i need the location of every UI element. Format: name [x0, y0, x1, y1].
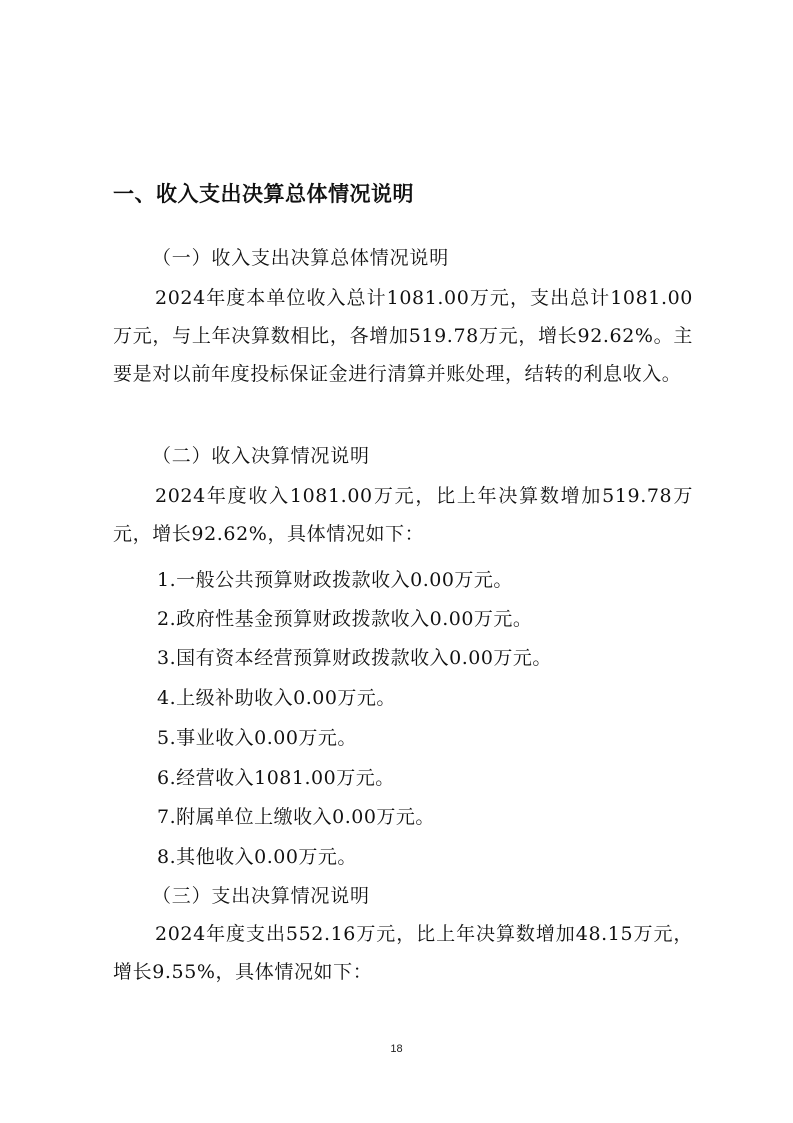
paragraph-overall: 2024年度本单位收入总计1081.00万元，支出总计1081.00万元，与上年决算数相比，各增加519.78万元，增长92.62%。主要是对以前年度投标保证金进行清算并账处理，结转的利息收入。 — [113, 287, 693, 385]
income-item: 8.其他收入0.00万元。 — [157, 846, 357, 868]
income-item: 4.上级补助收入0.00万元。 — [157, 687, 396, 709]
income-item: 5.事业收入0.00万元。 — [157, 727, 357, 749]
income-item: 6.经营收入1081.00万元。 — [157, 767, 395, 789]
paragraph-income: 2024年度收入1081.00万元，比上年决算数增加519.78万元，增长92.62%，具体情况如下： — [113, 485, 693, 545]
subsection-title-overall: （一）收入支出决算总体情况说明 — [152, 247, 450, 269]
income-item: 7.附属单位上缴收入0.00万元。 — [157, 806, 435, 828]
income-item: 2.政府性基金预算财政拨款收入0.00万元。 — [157, 608, 533, 630]
income-item: 3.国有资本经营预算财政拨款收入0.00万元。 — [157, 647, 552, 669]
section-heading: 一、收入支出决算总体情况说明 — [113, 182, 414, 206]
subsection-title-income: （二）收入决算情况说明 — [152, 445, 370, 467]
paragraph-expenditure: 2024年度支出552.16万元，比上年决算数增加48.15万元，增长9.55%，具体情况如下： — [113, 923, 693, 983]
page-number: 18 — [390, 1043, 403, 1055]
subsection-title-expenditure: （三）支出决算情况说明 — [152, 885, 370, 907]
income-item: 1.一般公共预算财政拨款收入0.00万元。 — [157, 569, 513, 591]
